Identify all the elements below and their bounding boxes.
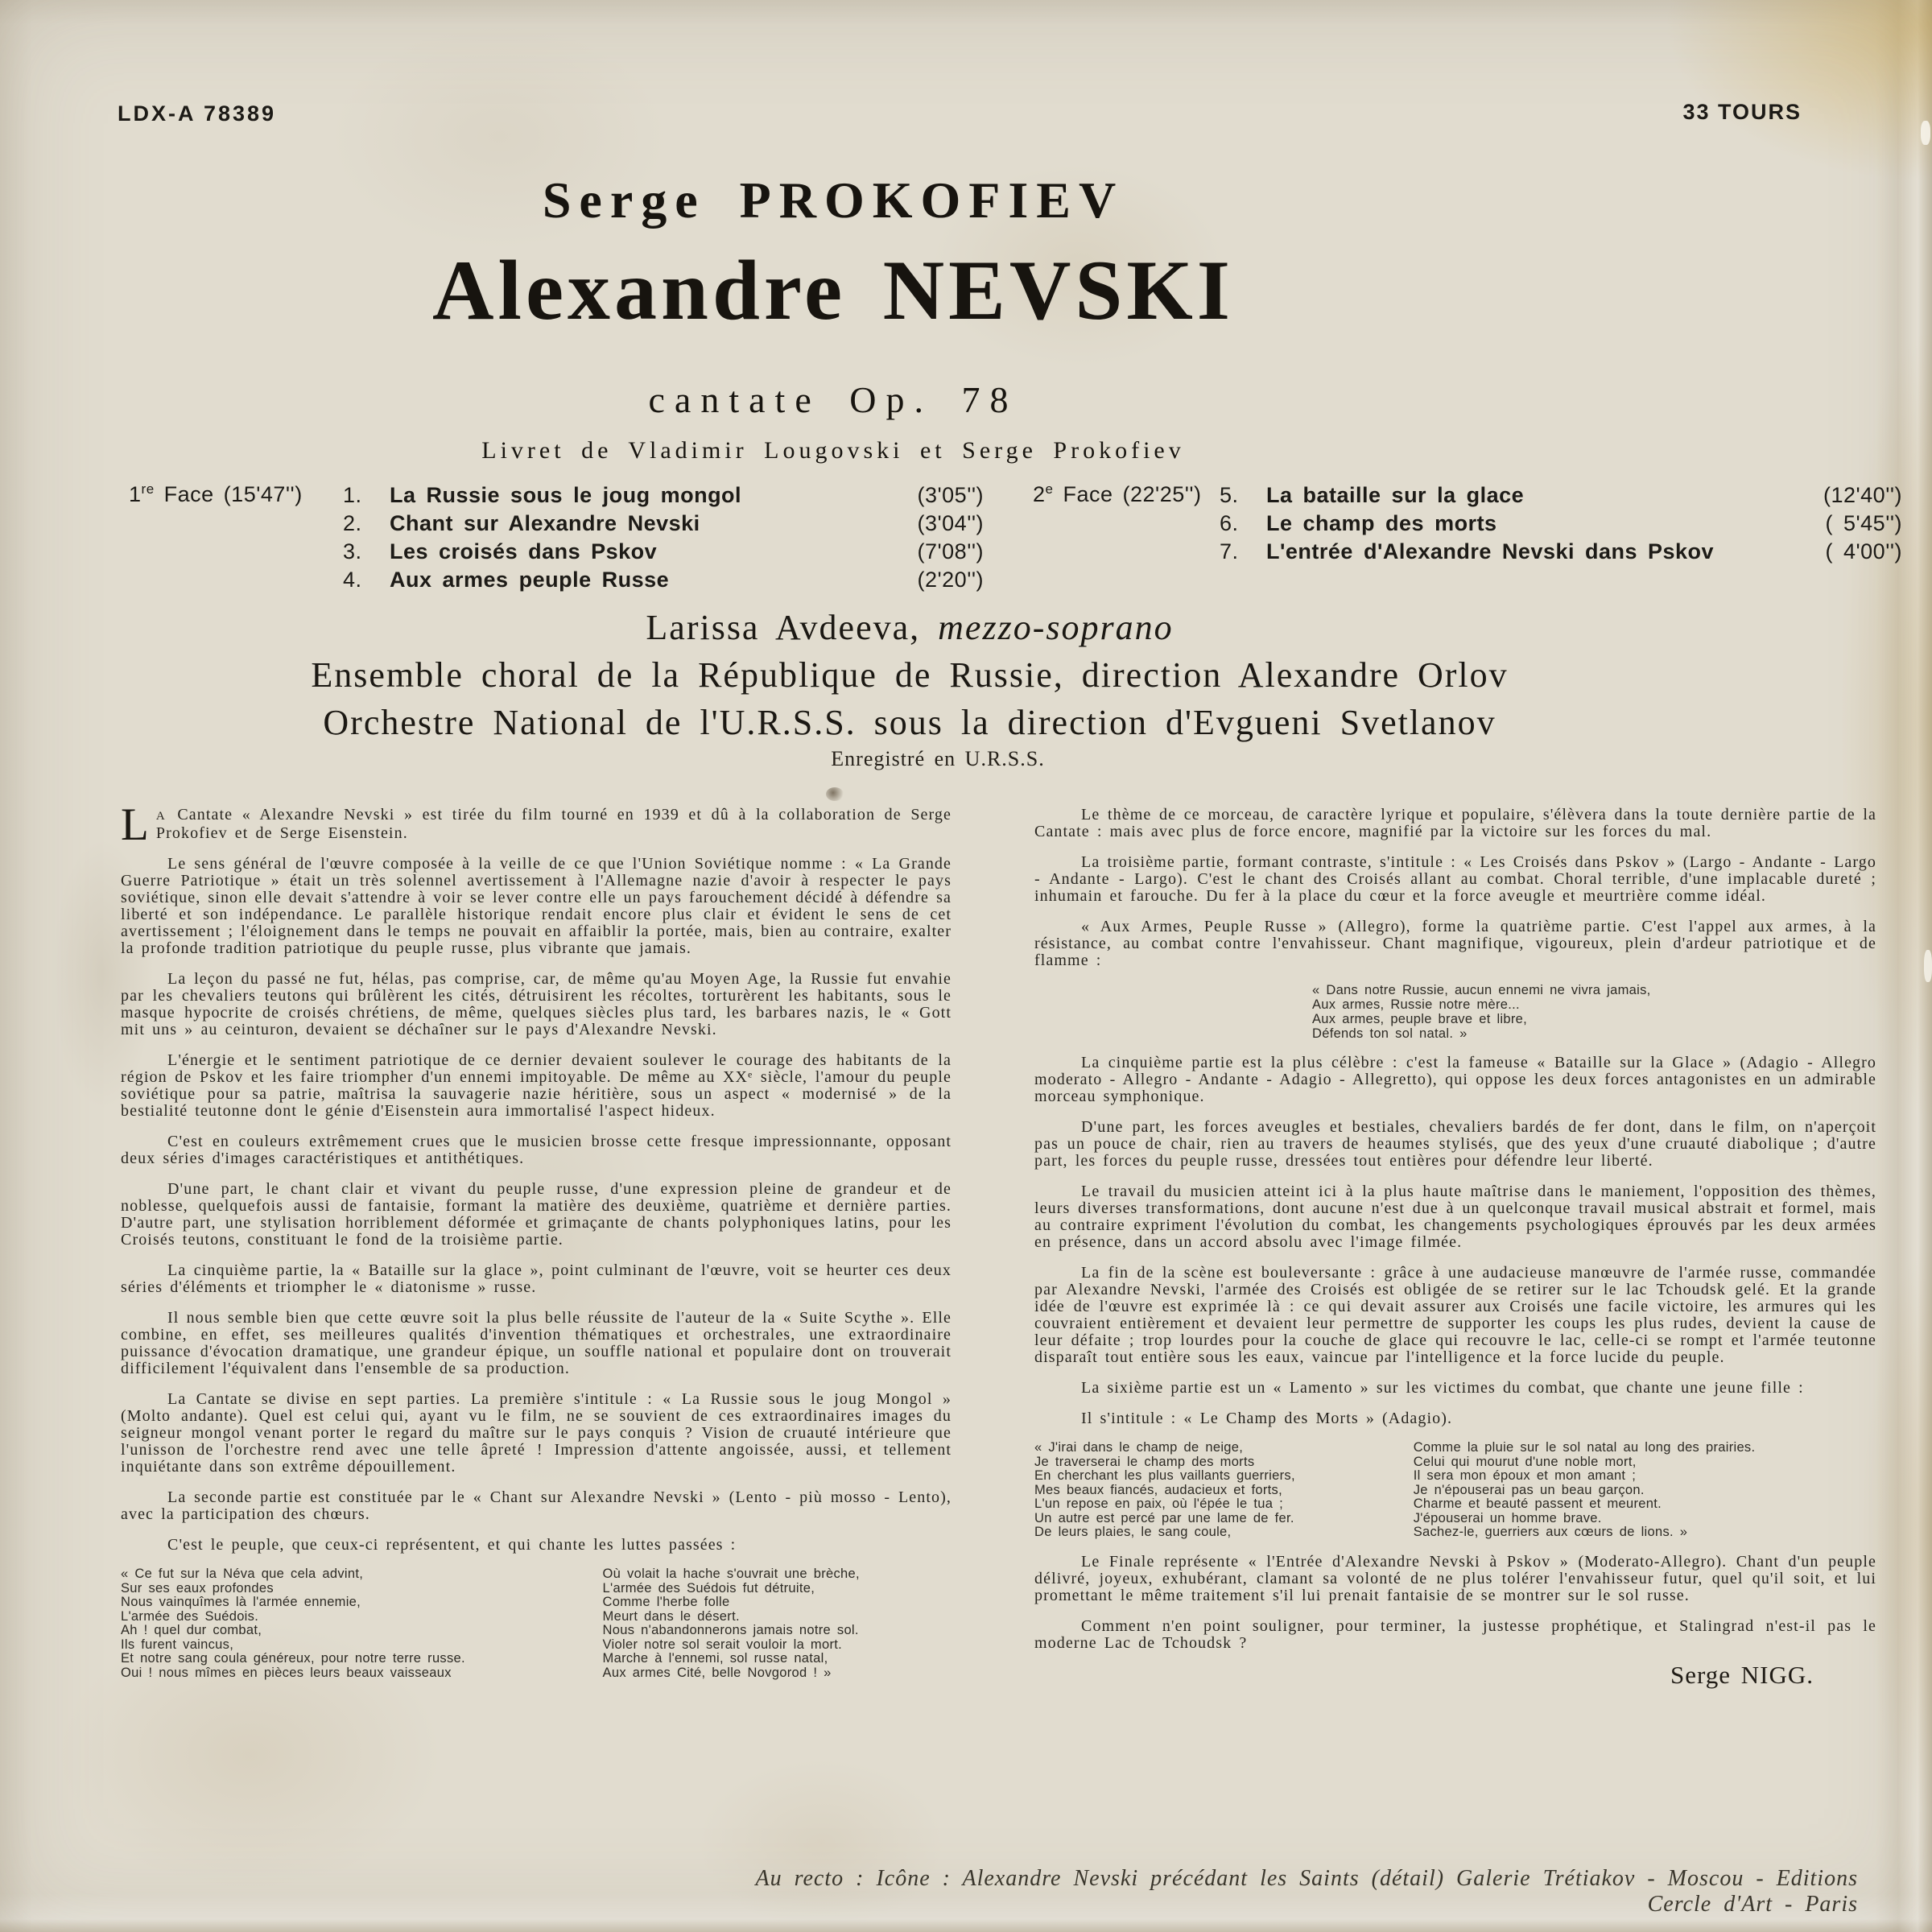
side-2-tracks — [1220, 481, 1902, 566]
lyric-line: Où volait la hache s'ouvrait une brèche, — [602, 1567, 860, 1581]
track-row — [1220, 510, 1902, 538]
liner-notes-right-column — [1034, 806, 1876, 1689]
side-1-number: 1 — [129, 482, 142, 506]
lyric-line: Je traverserai le champ des morts — [1034, 1454, 1255, 1469]
libretto-credit: Livret de Vladimir Lougovski et Serge Prokofiev — [481, 437, 1185, 464]
lyric-line: Charme et beauté passent et meurent. — [1413, 1496, 1662, 1511]
lyric-line: Je n'épouserai pas un beau garçon. — [1413, 1482, 1645, 1497]
track-row — [343, 566, 984, 594]
song-lyrics-neva — [121, 1567, 952, 1680]
side-1-ordinal-sup: re — [141, 481, 155, 497]
track-number: 5. — [1220, 483, 1239, 507]
paragraph: Il s'intitule : « Le Champ des Morts » (Adagio). — [1081, 1410, 1453, 1427]
track-duration: ( 5'45'') — [1825, 511, 1902, 535]
lyric-line: Défends ton sol natal. » — [1312, 1026, 1468, 1041]
lyrics-column-right — [603, 1567, 952, 1680]
side-2-duration: Face (22'25'') — [1053, 482, 1202, 506]
lyric-line: Sur ses eaux profondes — [121, 1580, 274, 1596]
orchestra-credit: Orchestre National de l'U.R.S.S. sous la direction d'Evgueni Svetlanov — [323, 703, 1496, 742]
track-row — [343, 538, 984, 566]
paragraph: La troisième partie, formant contraste, s'intitule : « Les Croisés dans Pskov » (Largo - Andante - Largo - Andante - Largo). C'est le chant des Croisés allant au combat. Choral terrible, d'une implacable dureté ; inhumain et farouche. Du fer à la place du cœur et la force aveugle et meurtrière comme idéal. — [1034, 853, 1876, 905]
paragraph: La seconde partie est constituée par le « Chant sur Alexandre Nevski » (Lento - più mosso - Lento), avec la participation des chœurs. — [121, 1488, 952, 1523]
track-title: Le champ des morts — [1266, 511, 1497, 535]
paragraph — [121, 799, 952, 850]
lyric-line: Aux armes, Russie notre mère... — [1312, 997, 1520, 1012]
lyric-line: Ah ! quel dur combat, — [121, 1623, 262, 1637]
track-title: La Russie sous le joug mongol — [390, 483, 742, 507]
track-row — [343, 510, 984, 538]
paragraph: La cinquième partie, la « Bataille sur la glace », point culminant de l'œuvre, voit se heurter ces deux séries d'éléments et triompher le « diatonisme » russe. — [121, 1261, 952, 1296]
lyric-line: L'armée des Suédois fut détruite, — [602, 1580, 815, 1596]
lyric-line: L'un repose en paix, où l'épée le tua ; — [1034, 1496, 1283, 1511]
lyric-line: Meurt dans le désert. — [602, 1608, 740, 1624]
paragraph: La sixième partie est un « Lamento » sur les victimes du combat, que chante une jeune fille : — [1081, 1379, 1804, 1397]
lyric-line: Sachez-le, guerriers aux cœurs de lions. » — [1413, 1525, 1688, 1539]
lyric-line: Il sera mon époux et mon amant ; — [1413, 1468, 1637, 1483]
lyric-line: Aux armes Cité, belle Novgorod ! » — [602, 1665, 832, 1680]
paragraph: La leçon du passé ne fut, hélas, pas comprise, car, de même qu'au Moyen Age, la Russie fut envahie par les chevaliers teutons qui brûlèrent les cités, détruisirent les récoltes, torturèrent les habitants, sous le masque hypocrite de croisés chrétiens, de même, quelques siècles plus tard, les barbares nazis, le « Gott mit uns » au ceinturon, devaient se déchaîner sur le pays d'Alexandre Nevski. — [121, 970, 952, 1038]
soloist-name: Larissa Avdeeva, — [646, 608, 939, 647]
lyric-line: « J'irai dans le champ de neige, — [1034, 1440, 1244, 1455]
lyric-line: « Ce fut sur la Néva que cela advint, — [121, 1567, 364, 1581]
performer-credits — [0, 604, 1819, 746]
paragraph: Il nous semble bien que cette œuvre soit la plus belle réussite de l'auteur de la « Suite Scythe ». Elle combine, en effet, ses meilleures qualités d'invention thématiques et orchestrales, une extraordinaire puissance d'évocation dramatique, une grandeur épique, un souffle national et populaire dont on trouverait difficilement l'équivalent dans l'ensemble de sa production. — [121, 1309, 952, 1377]
paragraph: La cinquième partie est la plus célèbre : c'est la fameuse « Bataille sur la Glace » (Adagio - Allegro moderato - Allegro - Andante - Adagio - Allegretto), qui oppose les deux forces antagonistes en un admirable morceau symphonique. — [1034, 1054, 1876, 1105]
track-number: 4. — [343, 568, 362, 592]
paragraph: La Cantate se divise en sept parties. La première s'intitule : « La Russie sous le joug Mongol » (Molto andante). Quel est celui qui, ayant vu le film, ne se souvient de ces extraordinaires images du seigneur mongol venant porter le regard du maître sur le pays conquis ? Vision de cruauté intérieure que l'unisson de l'orchestre rend avec une telle âpreté ! Impression d'attente angoissée, aussi, et tellement inquiétante dans son extrême dépouillement. — [121, 1390, 952, 1476]
lyric-line: Mes beaux fiancés, audacieux et forts, — [1034, 1482, 1282, 1497]
paragraph: C'est en couleurs extrêmement crues que le musicien brosse cette fresque impressionnante, opposant deux séries d'images caractéristiques et antithétiques. — [121, 1133, 952, 1167]
edge-wear-chip — [1924, 950, 1932, 982]
lyric-line: Aux armes, peuple brave et libre, — [1312, 1012, 1528, 1026]
lyric-line: J'épouserai un homme brave. — [1413, 1510, 1602, 1525]
record-speed-label: 33 TOURS — [1682, 100, 1802, 124]
track-title: L'entrée d'Alexandre Nevski dans Pskov — [1266, 539, 1715, 564]
track-duration: ( 4'00'') — [1825, 539, 1902, 564]
side-1-duration: Face (15'47'') — [154, 482, 303, 506]
lyric-line: De leurs plaies, le sang coule, — [1034, 1525, 1232, 1539]
work-subtitle: cantate Op. 78 — [648, 379, 1018, 420]
track-title: Aux armes peuple Russe — [390, 568, 670, 592]
dropcap-second-letter: A — [155, 810, 166, 823]
soloist-credit — [0, 604, 1819, 651]
recording-location: Enregistré en U.R.S.S. — [831, 747, 1045, 770]
paragraph: C'est le peuple, que ceux-ci représentent, et qui chante les luttes passées : — [167, 1536, 737, 1554]
lyric-line: Comme la pluie sur le sol natal au long des prairies. — [1413, 1440, 1756, 1455]
album-title: Alexandre NEVSKI — [431, 243, 1235, 337]
lyric-line: En cherchant les plus vaillants guerriers, — [1034, 1468, 1295, 1483]
track-duration: (7'08'') — [917, 539, 984, 564]
paragraph: Le Finale représente « l'Entrée d'Alexandre Nevski à Pskov » (Moderato-Allegro). Chant d'un peuple délivré, joyeux, exhubérant, clamant sa volonté de ne plus tolérer l'envahisseur futur, quel qu'il soit, et lui promettant le même traitement s'il lui prenait fantaisie de se montrer sur le sol russe. — [1034, 1552, 1876, 1604]
lyric-line: Et notre sang coula généreux, pour notre terre russe. — [121, 1651, 465, 1666]
lyric-line: Oui ! nous mîmes en pièces leurs beaux vaisseaux — [121, 1665, 452, 1680]
paragraph: La fin de la scène est bouleversante : grâce à une audacieuse manœuvre de l'armée russe, commandée par Alexandre Nevski, l'armée des Croisés est obligée de se retirer sur le lac Tchoudsk gelé. Et la grande idée de l'œuvre est exprimée là : ce qui devait assurer aux Croisés une facile victoire, les armures qui les couvraient entièrement et devaient leur permettre de supporter les coups les plus rudes, devient la cause de leur défaite ; trop lourdes pour la couche de glace qui recouvre le lac, celle-ci se rompt et l'armée teutonne disparaît tout entière sous les eaux, vaincue par l'intelligence et la force lucide du peuple. — [1034, 1264, 1876, 1366]
cover-artwork-credit: Au recto : Icône : Alexandre Nevski précédant les Saints (détail) Galerie Trétiakov - Moscou - Editions Cercle d'Art - Paris — [755, 1866, 1858, 1917]
paragraph: Le thème de ce morceau, de caractère lyrique et populaire, s'élèvera dans la toute dernière partie de la Cantate : mais avec plus de force encore, magnifié par la victoire sur les forces du mal. — [1034, 806, 1876, 840]
paragraph: D'une part, les forces aveugles et bestiales, chevaliers bardés de fer dont, dans le film, on n'aperçoit pas un pouce de chair, rien au travers de heaumes stylisés, que des yeux d'une cruauté diabolique ; d'autre part, les forces du peuple russe, dressées tout entières pour défendre leur liberté. — [1034, 1118, 1876, 1170]
liner-notes-left-column — [121, 799, 952, 1680]
lyric-line: Marche à l'ennemi, sol russe natal, — [602, 1651, 828, 1666]
lyric-line: Un autre est percé par une lame de fer. — [1034, 1510, 1294, 1525]
lyric-line: Nous vainquîmes là l'armée ennemie, — [121, 1595, 361, 1609]
track-row — [343, 481, 984, 510]
track-title: La bataille sur la glace — [1266, 483, 1525, 507]
side-2-number: 2 — [1033, 482, 1046, 506]
lyric-line: Nous n'abandonnerons jamais notre sol. — [602, 1623, 859, 1637]
catalog-number: LDX-A 78389 — [118, 101, 277, 126]
paragraph: L'énergie et le sentiment patriotique de ce dernier devaient soulever le courage des habitants de la région de Pskov et les faire triompher d'un ennemi impitoyable. De même au XXᵉ siècle, l'amour du peuple soviétique pour sa patrie, maîtrisa la sauvagerie nazie héritière, sous un aspect « modernisé » de la bestialité teutonne dont le génie d'Eisenstein aura immortalisé l'aspect hideux. — [121, 1051, 952, 1120]
track-row — [1220, 538, 1902, 566]
paragraph: « Aux Armes, Peuple Russe » (Allegro), forme la quatrième partie. C'est l'appel aux armes, à la résistance, au combat contre l'envahisseur. Chant magnifique, vigoureux, plein d'ardeur patriotique et de flamme : — [1034, 918, 1876, 969]
lyric-line: Celui qui mourut d'une noble mort, — [1413, 1454, 1637, 1469]
lyrics-column-left — [121, 1567, 603, 1680]
side-1-label — [129, 481, 343, 507]
side-1-tracks — [343, 481, 984, 594]
dropcap-letter: L — [121, 799, 150, 850]
lyric-line: « Dans notre Russie, aucun ennemi ne vivra jamais, — [1312, 983, 1651, 997]
lyric-line: Comme l'herbe folle — [602, 1595, 730, 1609]
track-duration: (3'05'') — [917, 483, 984, 507]
soloist-role: mezzo-soprano — [938, 608, 1174, 647]
track-duration: (12'40'') — [1823, 483, 1902, 507]
track-duration: (3'04'') — [917, 511, 984, 535]
track-number: 3. — [343, 539, 362, 564]
track-title: Chant sur Alexandre Nevski — [390, 511, 700, 535]
ink-stain — [826, 787, 844, 801]
edge-wear-chip — [1921, 121, 1930, 145]
tracklist-side-2 — [1033, 481, 1902, 566]
lyrics-column-right — [1414, 1441, 1876, 1540]
paragraph: Comment n'en point souligner, pour terminer, la justesse prophétique, et Stalingrad n'est-il pas le moderne Lac de Tchoudsk ? — [1034, 1616, 1876, 1652]
paragraph: Le sens général de l'œuvre composée à la veille de ce que l'Union Soviétique nomme : « La Grande Guerre Patriotique » était un très solennel avertissement à l'Allemagne nazie d'avoir à respecter le pays soviétique, sinon elle devait s'attendre à voir se lever contre elle un pays farouchement décidé à défendre sa liberté et son indépendance. Le parallèle historique rendait encore plus clair et évident le sens de cet avertissement ; l'éloignement dans le temps ne pouvait en affaiblir la portée, mais, bien au contraire, exalter la profonde tradition patriotique du peuple russe, plus vibrante que jamais. — [121, 855, 952, 957]
lyric-line: L'armée des Suédois. — [121, 1608, 259, 1624]
composer-name: Serge PROKOFIEV — [542, 171, 1125, 229]
author-signature: Serge NIGG. — [1670, 1660, 1814, 1689]
lyric-line: Violer notre sol serait vouloir la mort. — [602, 1637, 843, 1652]
lyrics-column-left — [1034, 1441, 1414, 1540]
lyric-line: Ils furent vaincus, — [121, 1637, 234, 1652]
paragraph: D'une part, le chant clair et vivant du peuple russe, d'une expression pleine de grandeur et de noblesse, quelquefois aussi de fantaisie, formant la matière des deuxième, quatrième et dernière parties. D'autre part, une stylisation horriblement déformée et grimaçante de chants polyphoniques latins, pour les Croisés teutons, constituant le fond de la troisième partie. — [121, 1180, 952, 1249]
tracklist-side-1 — [129, 481, 984, 594]
side-2-label — [1033, 481, 1220, 507]
side-2-ordinal-sup: e — [1045, 481, 1054, 497]
track-title: Les croisés dans Pskov — [390, 539, 658, 564]
paragraph-text: Cantate « Alexandre Nevski » est tirée du film tourné en 1939 et dû à la collaboration de Serge Prokofiev et de Serge Eisenstein. — [155, 806, 952, 842]
track-number: 1. — [343, 483, 362, 507]
track-number: 2. — [343, 511, 362, 535]
track-row — [1220, 481, 1902, 510]
paragraph: Le travail du musicien atteint ici à la plus haute maîtrise dans le maniement, l'opposition des thèmes, leurs diverses transformations, dont aucune n'est due à un quelconque travail musical abstrait et formel, mais au contraire expriment l'évolution du combat, les changements psychologiques éprouvés par les deux armées en présence, dans un accord absolu avec l'image filmée. — [1034, 1183, 1876, 1251]
track-number: 7. — [1220, 539, 1239, 564]
track-number: 6. — [1220, 511, 1239, 535]
song-lyrics-champ-des-morts — [1034, 1441, 1876, 1540]
track-duration: (2'20'') — [917, 568, 984, 592]
song-quote-aux-armes — [1312, 983, 1876, 1041]
choir-credit: Ensemble choral de la République de Russie, direction Alexandre Orlov — [311, 655, 1509, 695]
